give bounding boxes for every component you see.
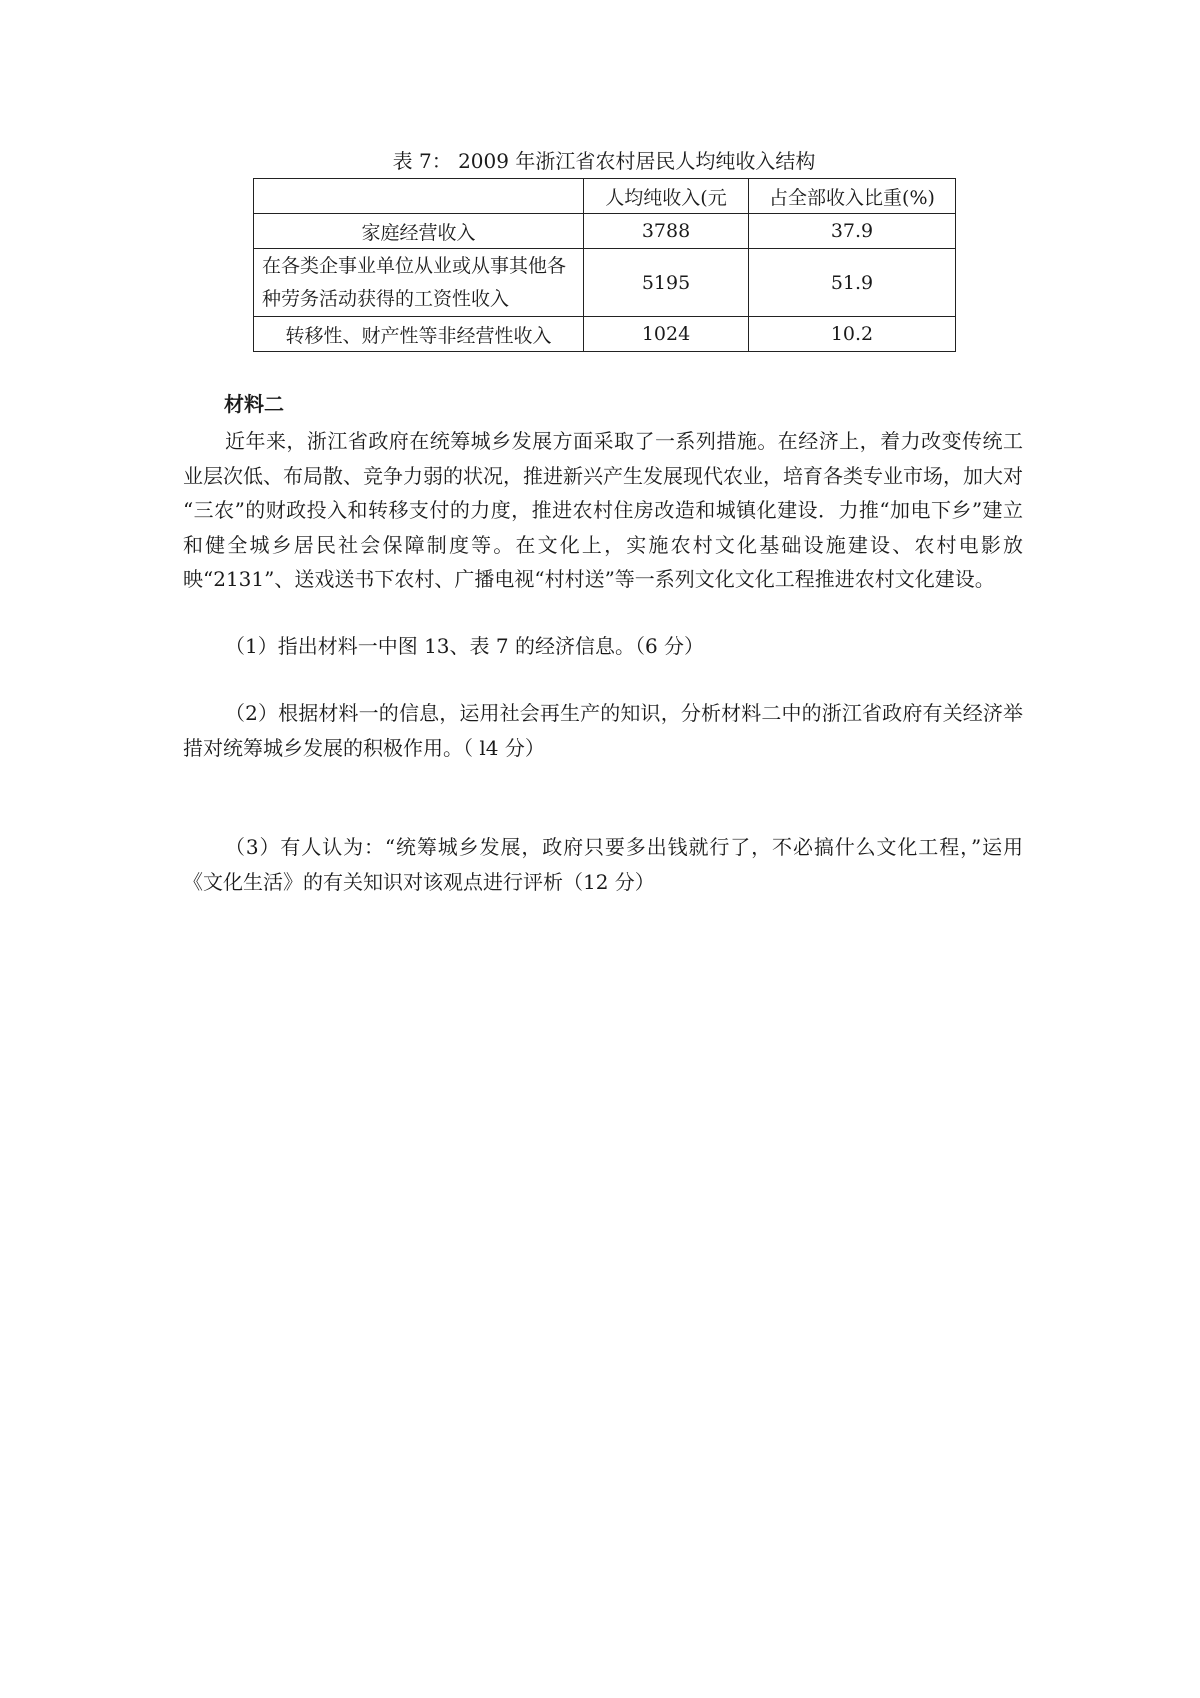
table-header-row <box>254 179 956 214</box>
row-item-label: 家庭经营收入 <box>254 214 584 249</box>
table-row <box>254 214 956 249</box>
table-row <box>254 317 956 352</box>
header-cell-income: 人均纯收入(元 <box>584 179 749 214</box>
table-row <box>254 249 956 317</box>
row-item-label: 转移性、财产性等非经营性收入 <box>254 317 584 352</box>
income-structure-table <box>253 178 956 352</box>
row-income-value: 5195 <box>584 249 749 317</box>
question-3: （3）有人认为：“统筹城乡发展，政府只要多出钱就行了，不必搞什么文化工程，”运用《文化生活》的有关知识对该观点进行评析（12 分） <box>183 835 1023 894</box>
row-share-value: 51.9 <box>749 249 956 317</box>
row-share-value: 10.2 <box>749 317 956 352</box>
header-cell-item <box>254 179 584 214</box>
material-two-paragraph: 近年来，浙江省政府在统筹城乡发展方面采取了一系列措施。在经济上，着力改变传统工业层次低、布局散、竞争力弱的状况，推进新兴产生发展现代农业，培育各类专业市场，加大对 “三农”的财政投入和转移支付的力度，推进农村住房改造和城镇化建设．力推“加电下乡”建立和健全城乡居民社会保障制度等。在文化上，实施农村文化基础设施建设、农村电影放映“2131”、送戏送书下农村、广播电视“村村送”等一系列文化文化工程推进农村文化建设。 <box>183 429 1023 591</box>
table-caption: 表 7： 2009 年浙江省农村居民人均纯收入结构 <box>392 149 816 173</box>
question-1: （1）指出材料一中图 13、表 7 的经济信息。（6 分） <box>225 634 705 658</box>
row-item-label: 在各类企事业单位从业或从事其他各种劳务活动获得的工资性收入 <box>254 249 584 317</box>
material-two-title: 材料二 <box>224 392 284 416</box>
row-income-value: 1024 <box>584 317 749 352</box>
question-2: （2）根据材料一的信息，运用社会再生产的知识，分析材料二中的浙江省政府有关经济举措对统筹城乡发展的积极作用。（ l4 分） <box>183 701 1023 760</box>
row-share-value: 37.9 <box>749 214 956 249</box>
row-income-value: 3788 <box>584 214 749 249</box>
header-cell-share: 占全部收入比重(%) <box>749 179 956 214</box>
